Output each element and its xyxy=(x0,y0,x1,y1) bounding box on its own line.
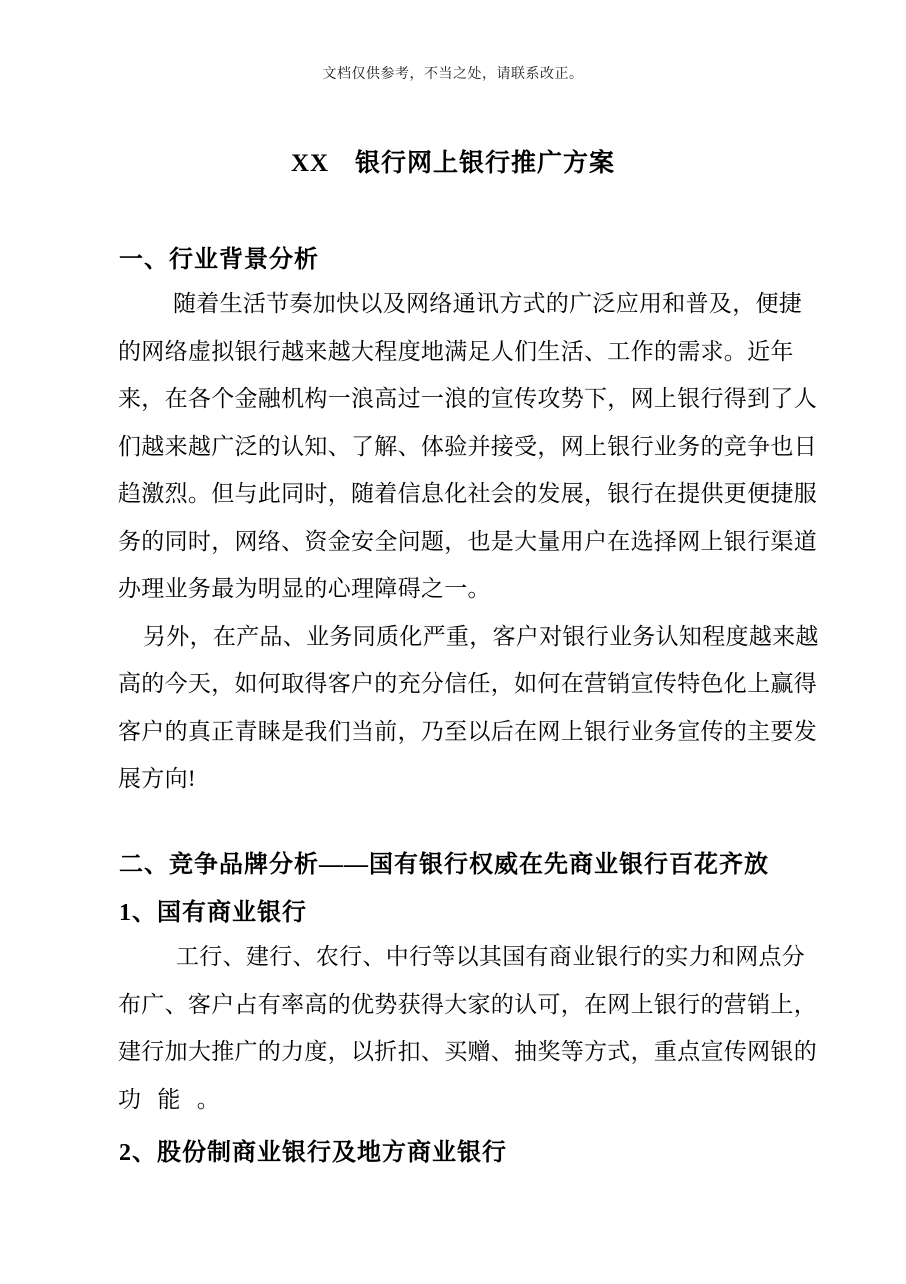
paragraph-line: 展方向! xyxy=(118,766,196,791)
paragraph-line: 另外，在产品、业务同质化严重，客户对银行业务认知程度越来越 xyxy=(143,623,819,649)
paragraph-line: 办理业务最为明显的心理障碍之一。 xyxy=(118,576,491,601)
paragraph-line: 的网络虚拟银行越来越大程度地满足人们生活、工作的需求。近年 xyxy=(118,338,794,364)
document-title: XX 银行网上银行推广方案 xyxy=(290,150,616,177)
paragraph-line: 来，在各个金融机构一浪高过一浪的宣传攻势下，网上银行得到了人 xyxy=(118,386,817,411)
paragraph-line: 客户的真正青睐是我们当前，乃至以后在网上银行业务宣传的主要发 xyxy=(118,718,817,744)
paragraph-line: 功 能 。 xyxy=(118,1086,220,1112)
subheading-state-owned-commercial-banks: 1、国有商业银行 xyxy=(119,900,307,926)
subheading-joint-stock-and-local-commercial-banks: 2、股份制商业银行及地方商业银行 xyxy=(119,1140,507,1166)
paragraph-line: 务的同时，网络、资金安全问题，也是大量用户在选择网上银行渠道 xyxy=(118,528,817,554)
body-text-block-2 xyxy=(118,933,818,1123)
section-heading-competitor-brand-analysis: 二、竞争品牌分析——国有银行权威在先商业银行百花齐放 xyxy=(119,852,769,878)
paragraph-line: 们越来越广泛的认知、了解、体验并接受，网上银行业务的竞争也日 xyxy=(118,433,817,459)
paragraph-line: 趋激烈。但与此同时，随着信息化社会的发展，银行在提供更便捷服 xyxy=(118,481,817,506)
paragraph-line: 布广、客户占有率高的优势获得大家的认可，在网上银行的营销上， xyxy=(118,991,817,1017)
body-text-block-1 xyxy=(118,280,818,803)
paragraph-line: 高的今天，如何取得客户的充分信任，如何在营销宣传特色化上赢得 xyxy=(118,671,817,696)
paragraph-line: 随着生活节奏加快以及网络通讯方式的广泛应用和普及，便捷 xyxy=(173,291,803,316)
disclaimer-note: 文档仅供参考，不当之处，请联系改正。 xyxy=(322,67,584,82)
paragraph-line: 工行、建行、农行、中行等以其国有商业银行的实力和网点分 xyxy=(176,944,806,969)
section-heading-industry-background: 一、行业背景分析 xyxy=(119,247,319,273)
paragraph-line: 建行加大推广的力度，以折扣、买赠、抽奖等方式，重点宣传网银的 xyxy=(118,1039,817,1064)
